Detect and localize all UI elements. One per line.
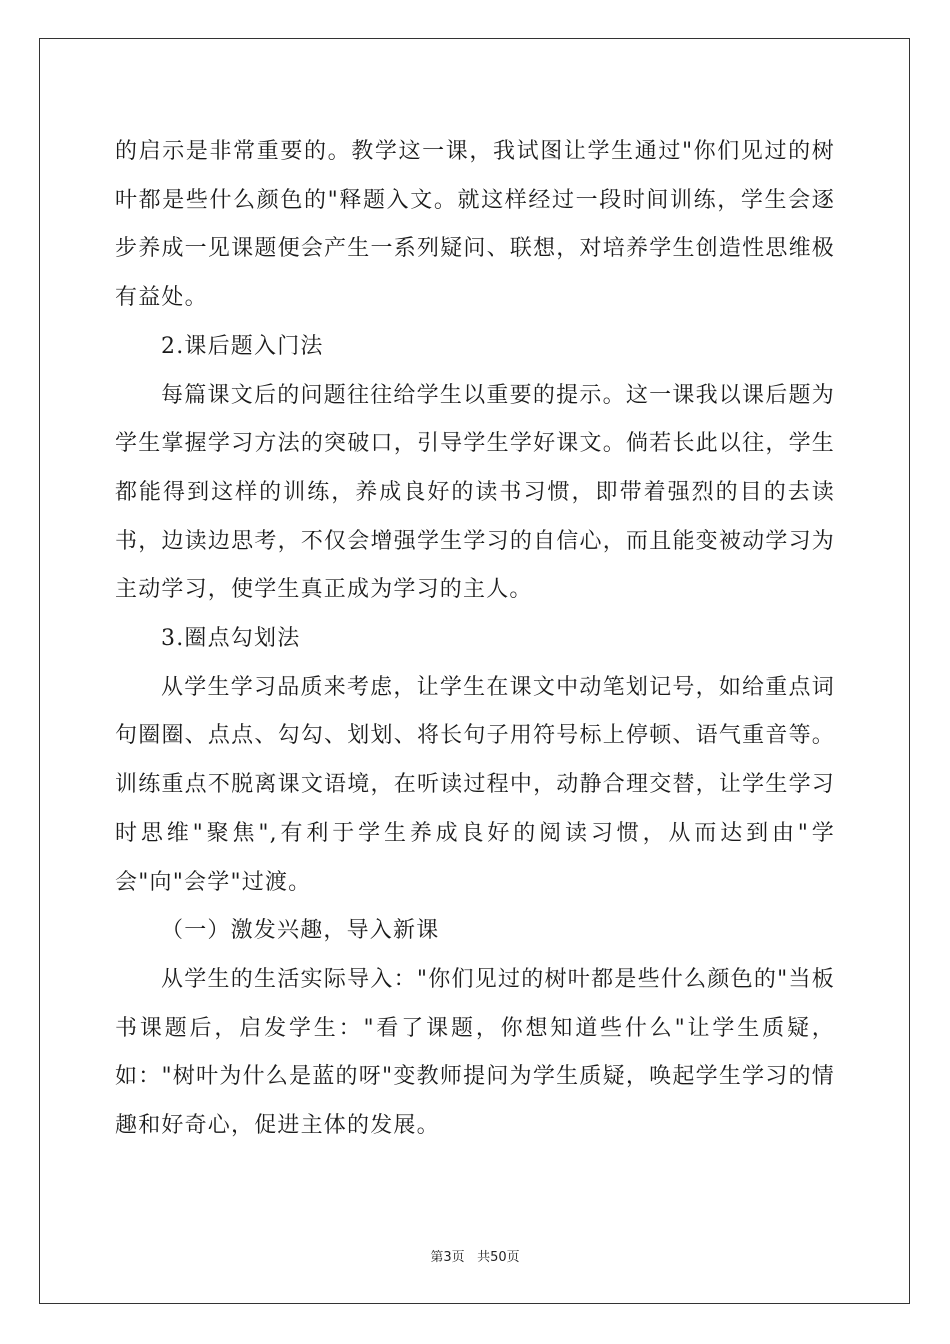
paragraph-3: 从学生学习品质来考虑，让学生在课文中动笔划记号，如给重点词句圈圈、点点、勾勾、划划、将长句子用符号标上停顿、语气重音等。训练重点不脱离课文语境，在听读过程中，动静合理交替，让学生学习时思维"聚焦",有利于学生养成良好的阅读习惯，从而达到由"学会"向"会学"过渡。	[115, 674, 835, 895]
section-heading-2: 2.课后题入门法	[161, 333, 324, 359]
paragraph-4: 从学生的生活实际导入："你们见过的树叶都是些什么颜色的"当板书课题后，启发学生："看了课题，你想知道些什么"让学生质疑，如："树叶为什么是蓝的呀"变教师提问为学生质疑，唤起学生学习的情趣和好奇心，促进主体的发展。	[115, 966, 835, 1139]
section-heading-4: （一）激发兴趣，导入新课	[161, 918, 440, 944]
document-body	[115, 128, 835, 1151]
page-total: 共50页	[477, 1250, 520, 1265]
paragraph-1: 的启示是非常重要的。教学这一课，我试图让学生通过"你们见过的树叶都是些什么颜色的"释题入文。就这样经过一段时间训练，学生会逐步养成一见课题便会产生一系列疑问、联想，对培养学生创造性思维极有益处。	[115, 139, 835, 311]
section-heading-3: 3.圈点勾划法	[161, 626, 301, 652]
page-footer	[0, 1246, 950, 1265]
page-number: 第3页	[430, 1250, 465, 1265]
paragraph-2: 每篇课文后的问题往往给学生以重要的提示。这一课我以课后题为学生掌握学习方法的突破口，引导学生学好课文。倘若长此以往，学生都能得到这样的训练，养成良好的读书习惯，即带着强烈的目的去读书，边读边思考，不仅会增强学生学习的自信心，而且能变被动学习为主动学习，使学生真正成为学习的主人。	[115, 382, 835, 603]
